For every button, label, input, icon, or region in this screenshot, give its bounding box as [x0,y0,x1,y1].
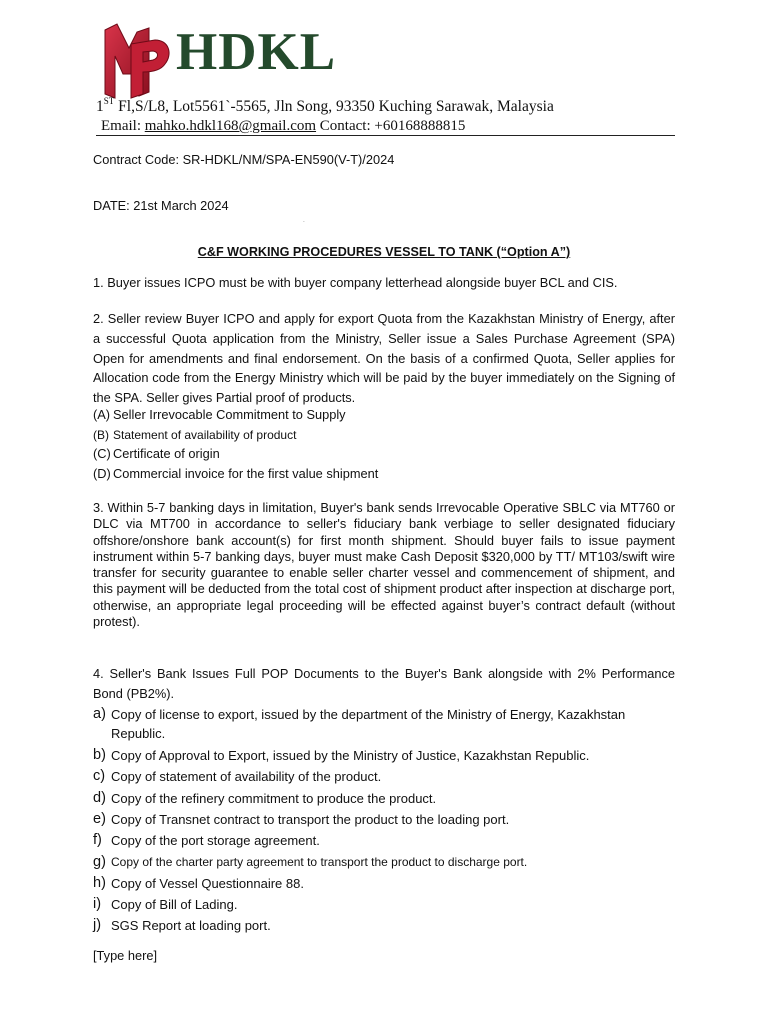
step-2-item-b [93,426,296,444]
step-4-item-f [93,831,675,850]
company-name: HDKL [176,23,337,81]
item-key: (D) [93,466,111,481]
item-text: Copy of Bill of Lading. [111,897,238,912]
item-key: g) [93,854,106,870]
item-key: e) [93,811,106,827]
document-title: C&F WORKING PROCEDURES VESSEL TO TANK (“Option A”) [197,245,571,259]
footer-placeholder: [Type here] [93,948,158,963]
address-floor-sup: ST [103,96,115,106]
step-4-item-e [93,810,675,829]
step-4-item-g [93,853,675,872]
step-4-item-d [93,789,675,808]
item-key: h) [93,875,106,891]
item-text: Copy of Transnet contract to transport the product to the loading port. [111,812,510,827]
item-text: Copy of the port storage agreement. [111,833,320,848]
contract-code: Contract Code: SR-HDKL/NM/SPA-EN590(V-T)/2024 [93,152,395,167]
item-text: Copy of the refinery commitment to produce the product. [111,791,437,806]
step-2-item-a [93,406,346,424]
address-rest: Fl,S/L8, Lot5561`-5565, Jln Song, 93350 Kuching Sarawak, Malaysia [114,98,554,115]
item-text: Copy of Vessel Questionnaire 88. [111,876,304,891]
item-text: Copy of statement of availability of the product. [111,769,382,784]
item-text: Statement of availability of product [113,428,297,442]
document-date: DATE: 21st March 2024 [93,198,229,213]
step-4-item-j [93,916,675,935]
step-2: 2. Seller review Buyer ICPO and apply for export Quota from the Kazakhstan Ministry of Energy, after a successful Quota application from the Ministry, Seller issue a Sales Purchase Agreement (SPA) Open for amendments and final endorsement. On the basis of a confirmed Quota, Seller applies for Allocation code from the Energy Ministry which will be paid by the buyer immediately on the Signing of the SPA. Seller gives Partial proof of products. [93,311,675,406]
item-key: (C) [93,446,111,461]
item-text: Copy of license to export, issued by the department of the Ministry of Energy, Kazakhstan Republic. [111,707,626,741]
letterhead-divider [96,135,675,136]
item-text: SGS Report at loading port. [111,918,271,933]
contact-line [101,116,465,136]
contact-phone: Contact: +60168888815 [319,118,466,134]
logo-p-shape [131,40,169,98]
step-4-item-b [93,746,675,765]
item-key: f) [93,832,102,848]
email-link[interactable]: mahko.hdkl168@gmail.com [144,118,317,134]
step-1: 1. Buyer issues ICPO must be with buyer company letterhead alongside buyer BCL and CIS. [93,275,618,290]
step-4-item-i [93,895,675,914]
step-2-item-c [93,445,220,463]
item-text: Certificate of origin [113,446,220,461]
item-key: d) [93,790,106,806]
step-4-item-a [93,705,675,743]
item-text: Copy of Approval to Export, issued by the Ministry of Justice, Kazakhstan Republic. [111,748,590,763]
email-label: Email: [101,118,141,134]
step-4-item-h [93,874,675,893]
step-4-item-c [93,767,675,786]
item-text: Seller Irrevocable Commitment to Supply [113,407,346,422]
item-key: j) [93,917,102,933]
step-3: 3. Within 5-7 banking days in limitation, Buyer's bank sends Irrevocable Operative SBLC via MT760 or DLC via MT700 in accordance to seller's fiduciary bank verbiage to seller designated fiduciary offshore/onshore bank account(s) for first month shipment. Should buyer fails to issue payment instrument within 5-7 banking days, buyer must make Cash Deposit $320,000 by TT/ MT103/swift wire transfer for security guarantee to enable seller charter vessel and commencement of shipment, and this payment will be deducted from the total cost of shipment product after inspection at discharge port, otherwise, an appropriate legal proceeding will be effected against buyer’s contract default (without protest). [93,500,675,630]
step-2-item-d [93,465,378,483]
item-text: Commercial invoice for the first value shipment [113,466,379,481]
company-address [96,97,554,117]
item-key: i) [93,896,102,912]
step-4: 4. Seller's Bank Issues Full POP Documents to the Buyer's Bank alongside with 2% Performance Bond (PB2%). [93,666,675,701]
item-key: (A) [93,407,111,422]
item-key: a) [93,706,106,722]
logo-letters: MP [303,222,305,223]
address-floor-number: 1 [96,98,104,115]
item-text: Copy of the charter party agreement to transport the product to discharge port. [111,855,528,869]
item-key: b) [93,747,106,763]
item-key: (B) [93,428,109,442]
item-key: c) [93,768,106,784]
